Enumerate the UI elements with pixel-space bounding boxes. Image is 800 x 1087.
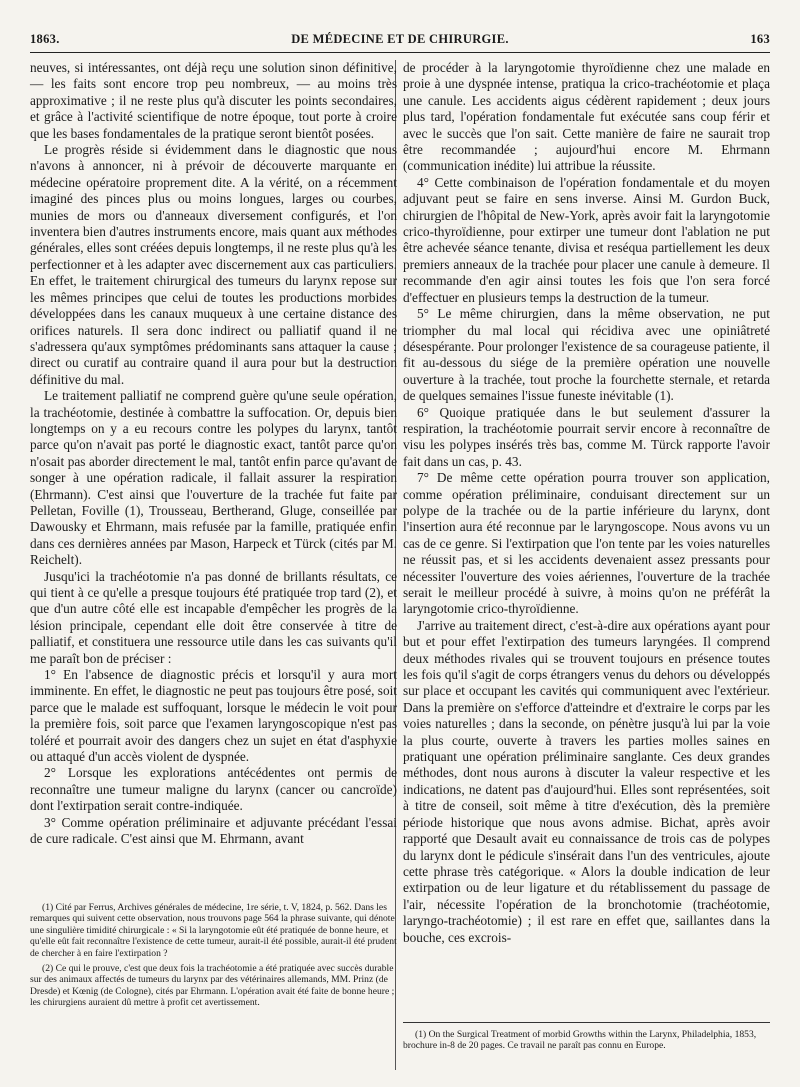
right-footnotes — [403, 1012, 770, 1056]
paragraph: 5° Le même chirurgien, dans la même observation, ne put triompher du mal local qui récidiva avec une opiniâtreté désespérante. Pour prolonger l'existence de sa courageuse patiente, il fit au-dessous du siége de la première opération une nouvelle ouverture à la trachée, tout proche la fourchette sternale, et retarda de quelques semaines l'issue funeste inévitable (1). — [403, 306, 770, 404]
header-title: DE MÉDECINE ET DE CHIRURGIE. — [291, 32, 509, 46]
paragraph: 1° En l'absence de diagnostic précis et lorsqu'il y aura mort imminente. En effet, le diagnostic ne peut pas toujours être posé, soit parce que le malade est suffoquant, lorsque le médecin le voit pour la première fois, soit parce que l'examen laryngoscopique n'est pas toléré et pourrait avoir des dangers chez un sujet en état d'asphyxie ou attaqué d'un accès violent de dyspnée. — [30, 667, 397, 765]
left-column — [30, 60, 397, 848]
paragraph: neuves, si intéressantes, ont déjà reçu une solution sinon définitive, — les faits sont encore trop peu nombreux, — au moins très approximative ; il ne reste plus qu'à discuter les points secondaires, et grâce à l'activité scientifique de notre époque, tout porte à croire que les bases fondamentales de la pratique seront bientôt posées. — [30, 60, 397, 141]
paragraph: Le traitement palliatif ne comprend guère qu'une seule opération, la trachéotomie, destinée à combattre la suffocation. Or, depuis bien longtemps on y a eu recours contre les polypes du larynx, tantôt parce qu'on n'avait pas porté le diagnostic exact, tantôt parce qu'on n'osait pas aborder directement le mal, tantôt enfin parce qu'avant de songer à une opération radicale, il fallait assurer la respiration (Ehrmann). C'est ainsi que l'ouverture de la trachée fut faite par Pelletan, Foville (1), Trousseau, Bertherand, Gluge, conseillée par Dawousky et Ehrmann, mais refusée par la famille, pratiquée enfin dans ces dernières années par Mason, Harpeck et Türck (cités par M. Reichelt). — [30, 388, 397, 568]
paragraph: 2° Lorsque les explorations antécédentes ont permis de reconnaître une tumeur maligne du larynx (cancer ou cancroïde) dont l'extirpation serait contre-indiquée. — [30, 765, 397, 814]
paragraph: 7° De même cette opération pourra trouver son application, comme opération préliminaire, conduisant directement sur un polype de la trachée ou de la partie inférieure du larynx, dont l'insertion aura été reconnue par le laryngoscope. Nous avons vu un cas de ce genre. Si l'extirpation que l'on tente par les voies naturelles ne réussit pas, et si les accidents devenaient assez pressants pour nécessiter l'ouverture des voies aériennes, l'ouverture de la trachée serait le meilleur procédé à suivre, à moins qu'on ne préférât la laryngotomie crico-thyroïdienne. — [403, 470, 770, 617]
header-year: 1863. — [30, 32, 60, 46]
paragraph: 4° Cette combinaison de l'opération fondamentale et du moyen adjuvant peut se faire en sens inverse. Ainsi M. Gurdon Buck, chirurgien de l'hôpital de New-York, après avoir fait la laryngotomie crico-thyroïdienne, pour extirper une tumeur dont l'ablation ne put être achevée séance tenante, divisa et reséqua partiellement les deux premiers anneaux de la trachée pour placer une canule à demeure. Il recommande d'en agir ainsi toutes les fois que l'on sera forcé d'effectuer en plusieurs temps la destruction de la tumeur. — [403, 174, 770, 305]
paragraph: 3° Comme opération préliminaire et adjuvante précédant l'essai de cure radicale. C'est ainsi que M. Ehrmann, avant — [30, 814, 397, 847]
footnote: (1) Cité par Ferrus, Archives générales de médecine, 1re série, t. V, 1824, p. 562. Dans les remarques qui suivent cette observation, nous trouvons page 564 la phrase suivante, qui dénote une singulière timidité chirurgicale : « Si la laryngotomie eût été pratiquée de bonne heure, et qu'elle eût fait reconnaître l'existence de cette tumeur, aurait-il été possible, aurait-il été prudent de chercher à en faire l'extirpation ? — [30, 902, 397, 959]
paragraph: Jusqu'ici la trachéotomie n'a pas donné de brillants résultats, ce qui tient à ce qu'elle a presque toujours été pratiquée trop tard (2), et que d'un autre côté elle est incapable d'empêcher les progrès de la lésion principale, cependant elle doit être conservée à titre de palliatif, et constituera une ressource utile dans les cas suivants qu'il me paraît bon de préciser : — [30, 568, 397, 666]
paragraph: J'arrive au traitement direct, c'est-à-dire aux opérations ayant pour but et pour effet l'extirpation des tumeurs laryngées. Il comprend deux méthodes rivales qui se trouvent toujours en présence toutes les fois qu'il s'agit de corps étrangers venus du dehors ou développés sur place et occupant les cavités qui communiquent avec l'extérieur. Dans la première on s'efforce d'atteindre et d'extraire le corps par les voies naturelles ; dans la seconde, on pénètre jusqu'à lui par la voie la plus courte, ouverte à travers les parties molles saines en pratiquant une opération préliminaire sanglante. Ces deux grandes méthodes, dont nous aurons à discuter la valeur respective et les indications, ne datent pas d'aujourd'hui. Elles sont représentées, soit à titre de conseil, soit même à titre d'exécution, dès la première période historique que nous avons admise. Bichat, après avoir rapporté que Desault avait eu connaissance de trois cas de polypes du larynx dont le pédicule s'insérait dans l'un des ventricules, ajoute cette phrase très catégorique. « Alors la double indication de leur extirpation ou de leur ligature et du rétablissement du passage de l'air, nécessite l'opération de la bronchotomie (trachéotomie, laryngo-trachéotomie) ; il est rare en effet que, saillantes dans la bouche, ces excrois- — [403, 617, 770, 945]
paragraph: Le progrès réside si évidemment dans le diagnostic que nous n'avons à annoncer, ni à prévoir de découverte marquante en médecine opératoire proprement dite. A la vérité, on a récemment imaginé des pinces plus ou moins longues, larges ou courbes, munies de mors ou d'anneaux diversement configurés, et l'on inventera bien d'autres instruments encore, mais quant aux méthodes générales, elles sont créées depuis longtemps, il ne reste plus qu'à les perfectionner et à les adapter avec discernement aux cas particuliers. En effet, le traitement chirurgical des tumeurs du larynx repose sur les mêmes principes que celui de toutes les productions morbides développées dans les canaux muqueux à une certaine distance des orifices naturels. Il sera donc indirect ou palliatif quand il ne s'adressera qu'aux symptômes prédominants sans attaquer la cause ; direct ou curatif au contraire quand il aura pour but la destruction définitive du mal. — [30, 142, 397, 387]
footnote: (2) Ce qui le prouve, c'est que deux fois la trachéotomie a été pratiquée avec succès durable sur des animaux affectés de tumeurs du larynx par des vétérinaires allemands, MM. Prinz (de Dresde) et Kœnig (de Cologne), cités par Ehrmann. L'opération avait été faite de bonne heure ; les chirurgiens auraient dû mettre à profit cet avertissement. — [30, 963, 395, 1009]
running-header — [30, 30, 770, 53]
footnote: (1) On the Surgical Treatment of morbid Growths within the Larynx, Philadelphia, 1853, brochure in-8 de 20 pages. Ce travail ne paraît pas connu en Europe. — [403, 1029, 757, 1052]
footnote-separator — [403, 1022, 770, 1023]
left-footnotes — [30, 902, 397, 1013]
page-number: 163 — [750, 32, 770, 46]
right-column — [403, 60, 770, 946]
paragraph: de procéder à la laryngotomie thyroïdienne chez une malade en proie à une dyspnée intense, pratiqua la crico-trachéotomie et plaça une canule. Les accidents aigus cédèrent rapidement ; deux jours plus tard, l'opération fondamentale fut exécutée sans coup férir et avec le succès que l'on sait. Cette manière de faire ne saurait trop être recommandée ; aujourd'hui encore M. Ehrmann (communication inédite) lui attribue la réussite. — [403, 60, 770, 174]
paragraph: 6° Quoique pratiquée dans le but seulement d'assurer la respiration, la trachéotomie pourrait servir encore à reconnaître de visu les polypes insérés très bas, comme M. Türck rapporte l'avoir fait dans un cas, p. 43. — [403, 404, 770, 469]
